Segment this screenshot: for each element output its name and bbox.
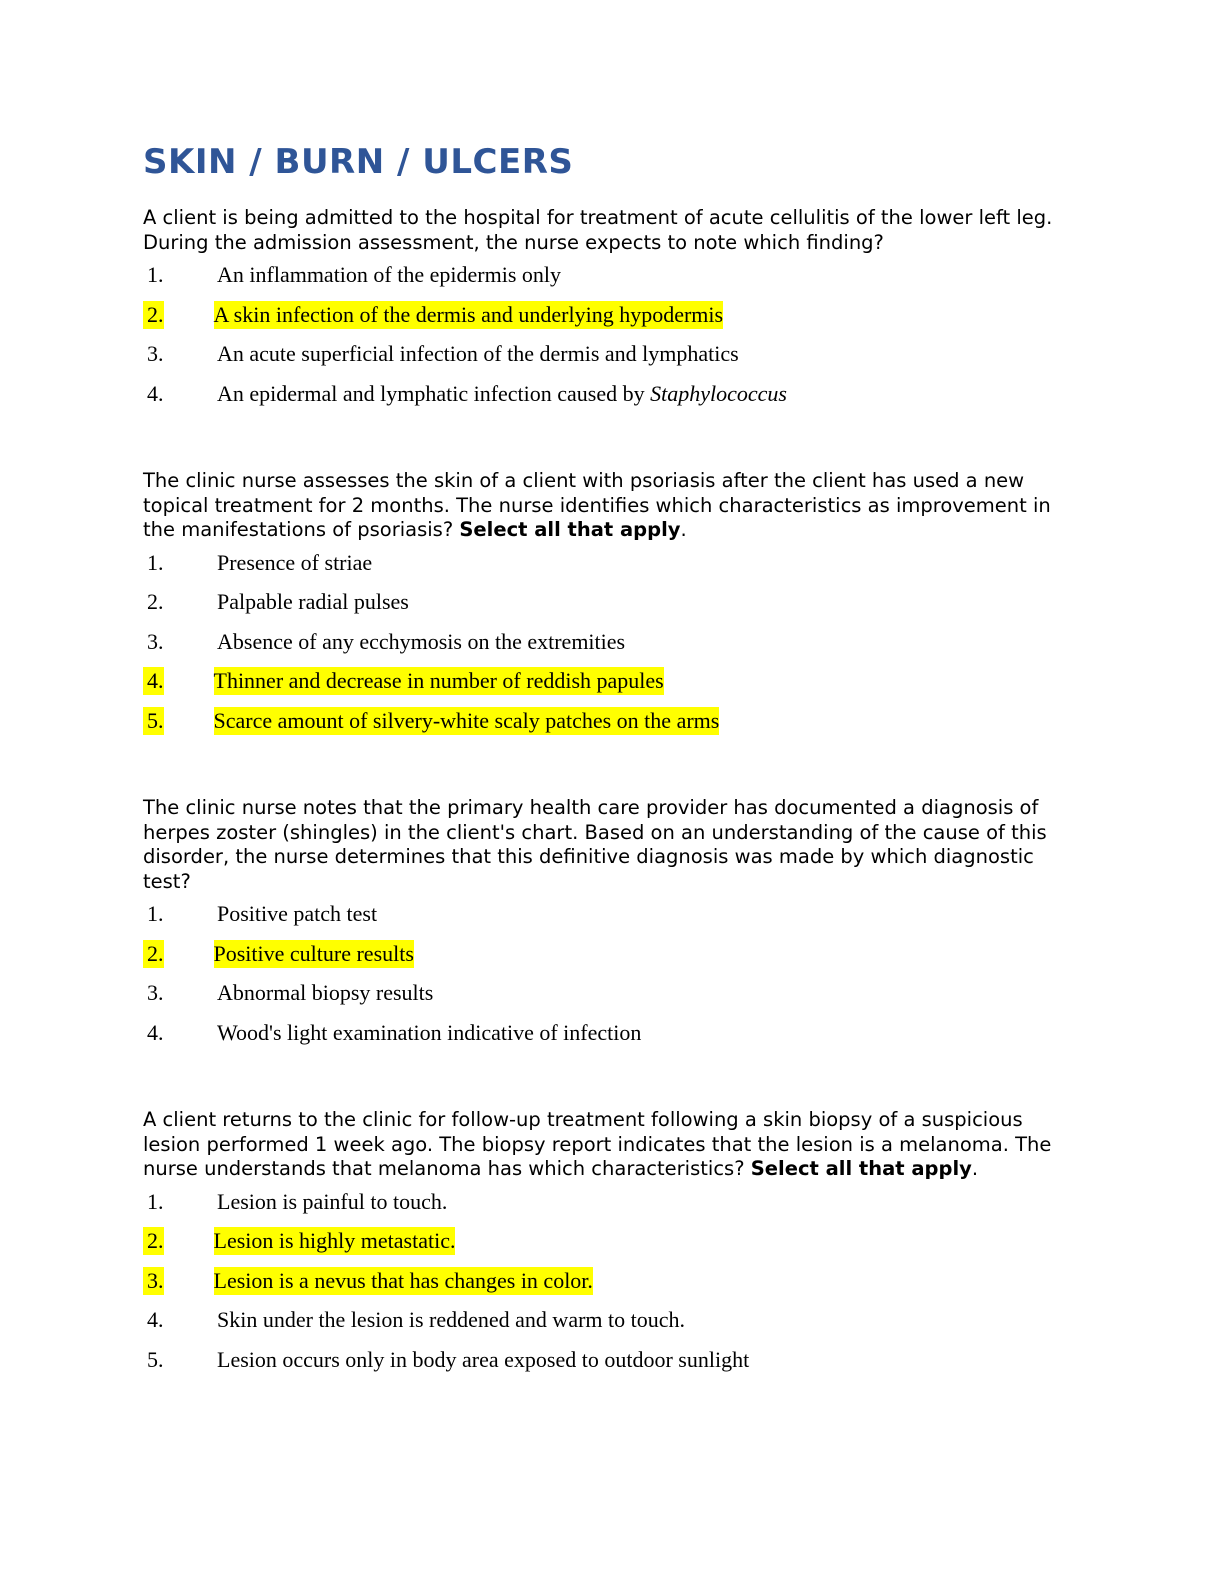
option-item: [143, 340, 1083, 380]
options-list: [143, 900, 1083, 1058]
option-number: 1.: [147, 549, 164, 575]
option-item-correct: [143, 707, 1083, 747]
option-text: An epidermal and lymphatic infection caused by Staphylococcus: [217, 380, 787, 406]
option-text: An acute superficial infection of the dermis and lymphatics: [217, 341, 739, 366]
option-number: 2.: [143, 940, 164, 968]
option-number: 3.: [143, 1267, 164, 1295]
option-number: 2.: [147, 589, 164, 614]
option-text: A skin infection of the dermis and underlying hypodermis: [213, 301, 724, 327]
options-list: [143, 1188, 1083, 1386]
option-text: Thinner and decrease in number of reddish papules: [213, 668, 664, 693]
option-item-correct: [143, 1267, 1083, 1307]
option-text: Positive patch test: [217, 901, 378, 926]
document-page: [143, 140, 1083, 1435]
option-text: Skin under the lesion is reddened and warm to touch.: [217, 1307, 686, 1332]
option-text: Abnormal biopsy results: [217, 980, 434, 1005]
option-number: 1.: [147, 1188, 164, 1214]
option-number: 1.: [147, 901, 164, 926]
option-text: Absence of any ecchymosis on the extremities: [217, 628, 626, 654]
option-number: 3.: [147, 980, 164, 1005]
option-number: 5.: [143, 707, 164, 735]
option-item: [143, 979, 1083, 1019]
option-text: Lesion is painful to touch.: [217, 1188, 448, 1214]
option-text: Positive culture results: [213, 940, 414, 966]
option-text: Lesion is highly metastatic.: [213, 1228, 456, 1253]
question-stem: The clinic nurse assesses the skin of a client with psoriasis after the client has used a new topical treatment for 2 months. The nurse identifies which characteristics as improvement in the manifestations of psoriasis? Select all that apply.: [143, 469, 1051, 541]
question-stem: A client is being admitted to the hospital for treatment of acute cellulitis of the lower left leg. During the admission assessment, the nurse expects to note which finding?: [143, 206, 1053, 254]
question-3: [143, 796, 1083, 1058]
option-number: 3.: [147, 341, 164, 366]
document-title: SKIN / BURN / ULCERS: [143, 142, 574, 182]
select-all-instruction: Select all that apply: [459, 518, 681, 541]
option-item-correct: [143, 301, 1083, 341]
options-list: [143, 261, 1083, 419]
option-item: [143, 380, 1083, 420]
option-number: 2.: [143, 301, 164, 329]
question-1: [143, 206, 1083, 419]
option-item: [143, 261, 1083, 301]
option-number: 4.: [147, 1019, 164, 1045]
option-text: Scarce amount of silvery-white scaly patches on the arms: [213, 707, 720, 733]
option-text: Palpable radial pulses: [217, 589, 409, 614]
option-text: Lesion occurs only in body area exposed to outdoor sunlight: [217, 1346, 750, 1372]
select-all-instruction: Select all that apply: [750, 1157, 972, 1180]
option-item: [143, 1306, 1083, 1346]
option-number: 4.: [143, 667, 164, 695]
option-item: [143, 900, 1083, 940]
option-item-correct: [143, 667, 1083, 707]
option-number: 1.: [147, 262, 164, 287]
option-number: 4.: [147, 1307, 164, 1332]
question-2: [143, 469, 1083, 746]
option-text: Presence of striae: [217, 549, 373, 575]
option-text: An inflammation of the epidermis only: [217, 262, 561, 287]
option-italic-text: Staphylococcus: [650, 380, 787, 406]
option-number: 4.: [147, 380, 164, 406]
question-stem: A client returns to the clinic for follow-up treatment following a skin biopsy of a suspicious lesion performed 1 week ago. The biopsy report indicates that the lesion is a melanoma. The nurse understands that melanoma has which characteristics? Select all that apply.: [143, 1108, 1052, 1180]
option-item: [143, 549, 1083, 589]
option-text: Lesion is a nevus that has changes in color.: [213, 1267, 593, 1293]
option-number: 5.: [147, 1346, 164, 1372]
option-item: [143, 628, 1083, 668]
option-item: [143, 1188, 1083, 1228]
option-text: Wood's light examination indicative of infection: [217, 1019, 642, 1045]
option-item-correct: [143, 1227, 1083, 1267]
option-item: [143, 1019, 1083, 1059]
question-stem: The clinic nurse notes that the primary health care provider has documented a diagnosis of herpes zoster (shingles) in the client's chart. Based on an understanding of the cause of this disorder, the nurse determines that this definitive diagnosis was made by which diagnostic test?: [143, 796, 1047, 893]
option-number: 2.: [143, 1227, 164, 1255]
option-number: 3.: [147, 628, 164, 654]
option-item: [143, 588, 1083, 628]
options-list: [143, 549, 1083, 747]
option-item-correct: [143, 940, 1083, 980]
question-4: [143, 1108, 1083, 1385]
option-item: [143, 1346, 1083, 1386]
